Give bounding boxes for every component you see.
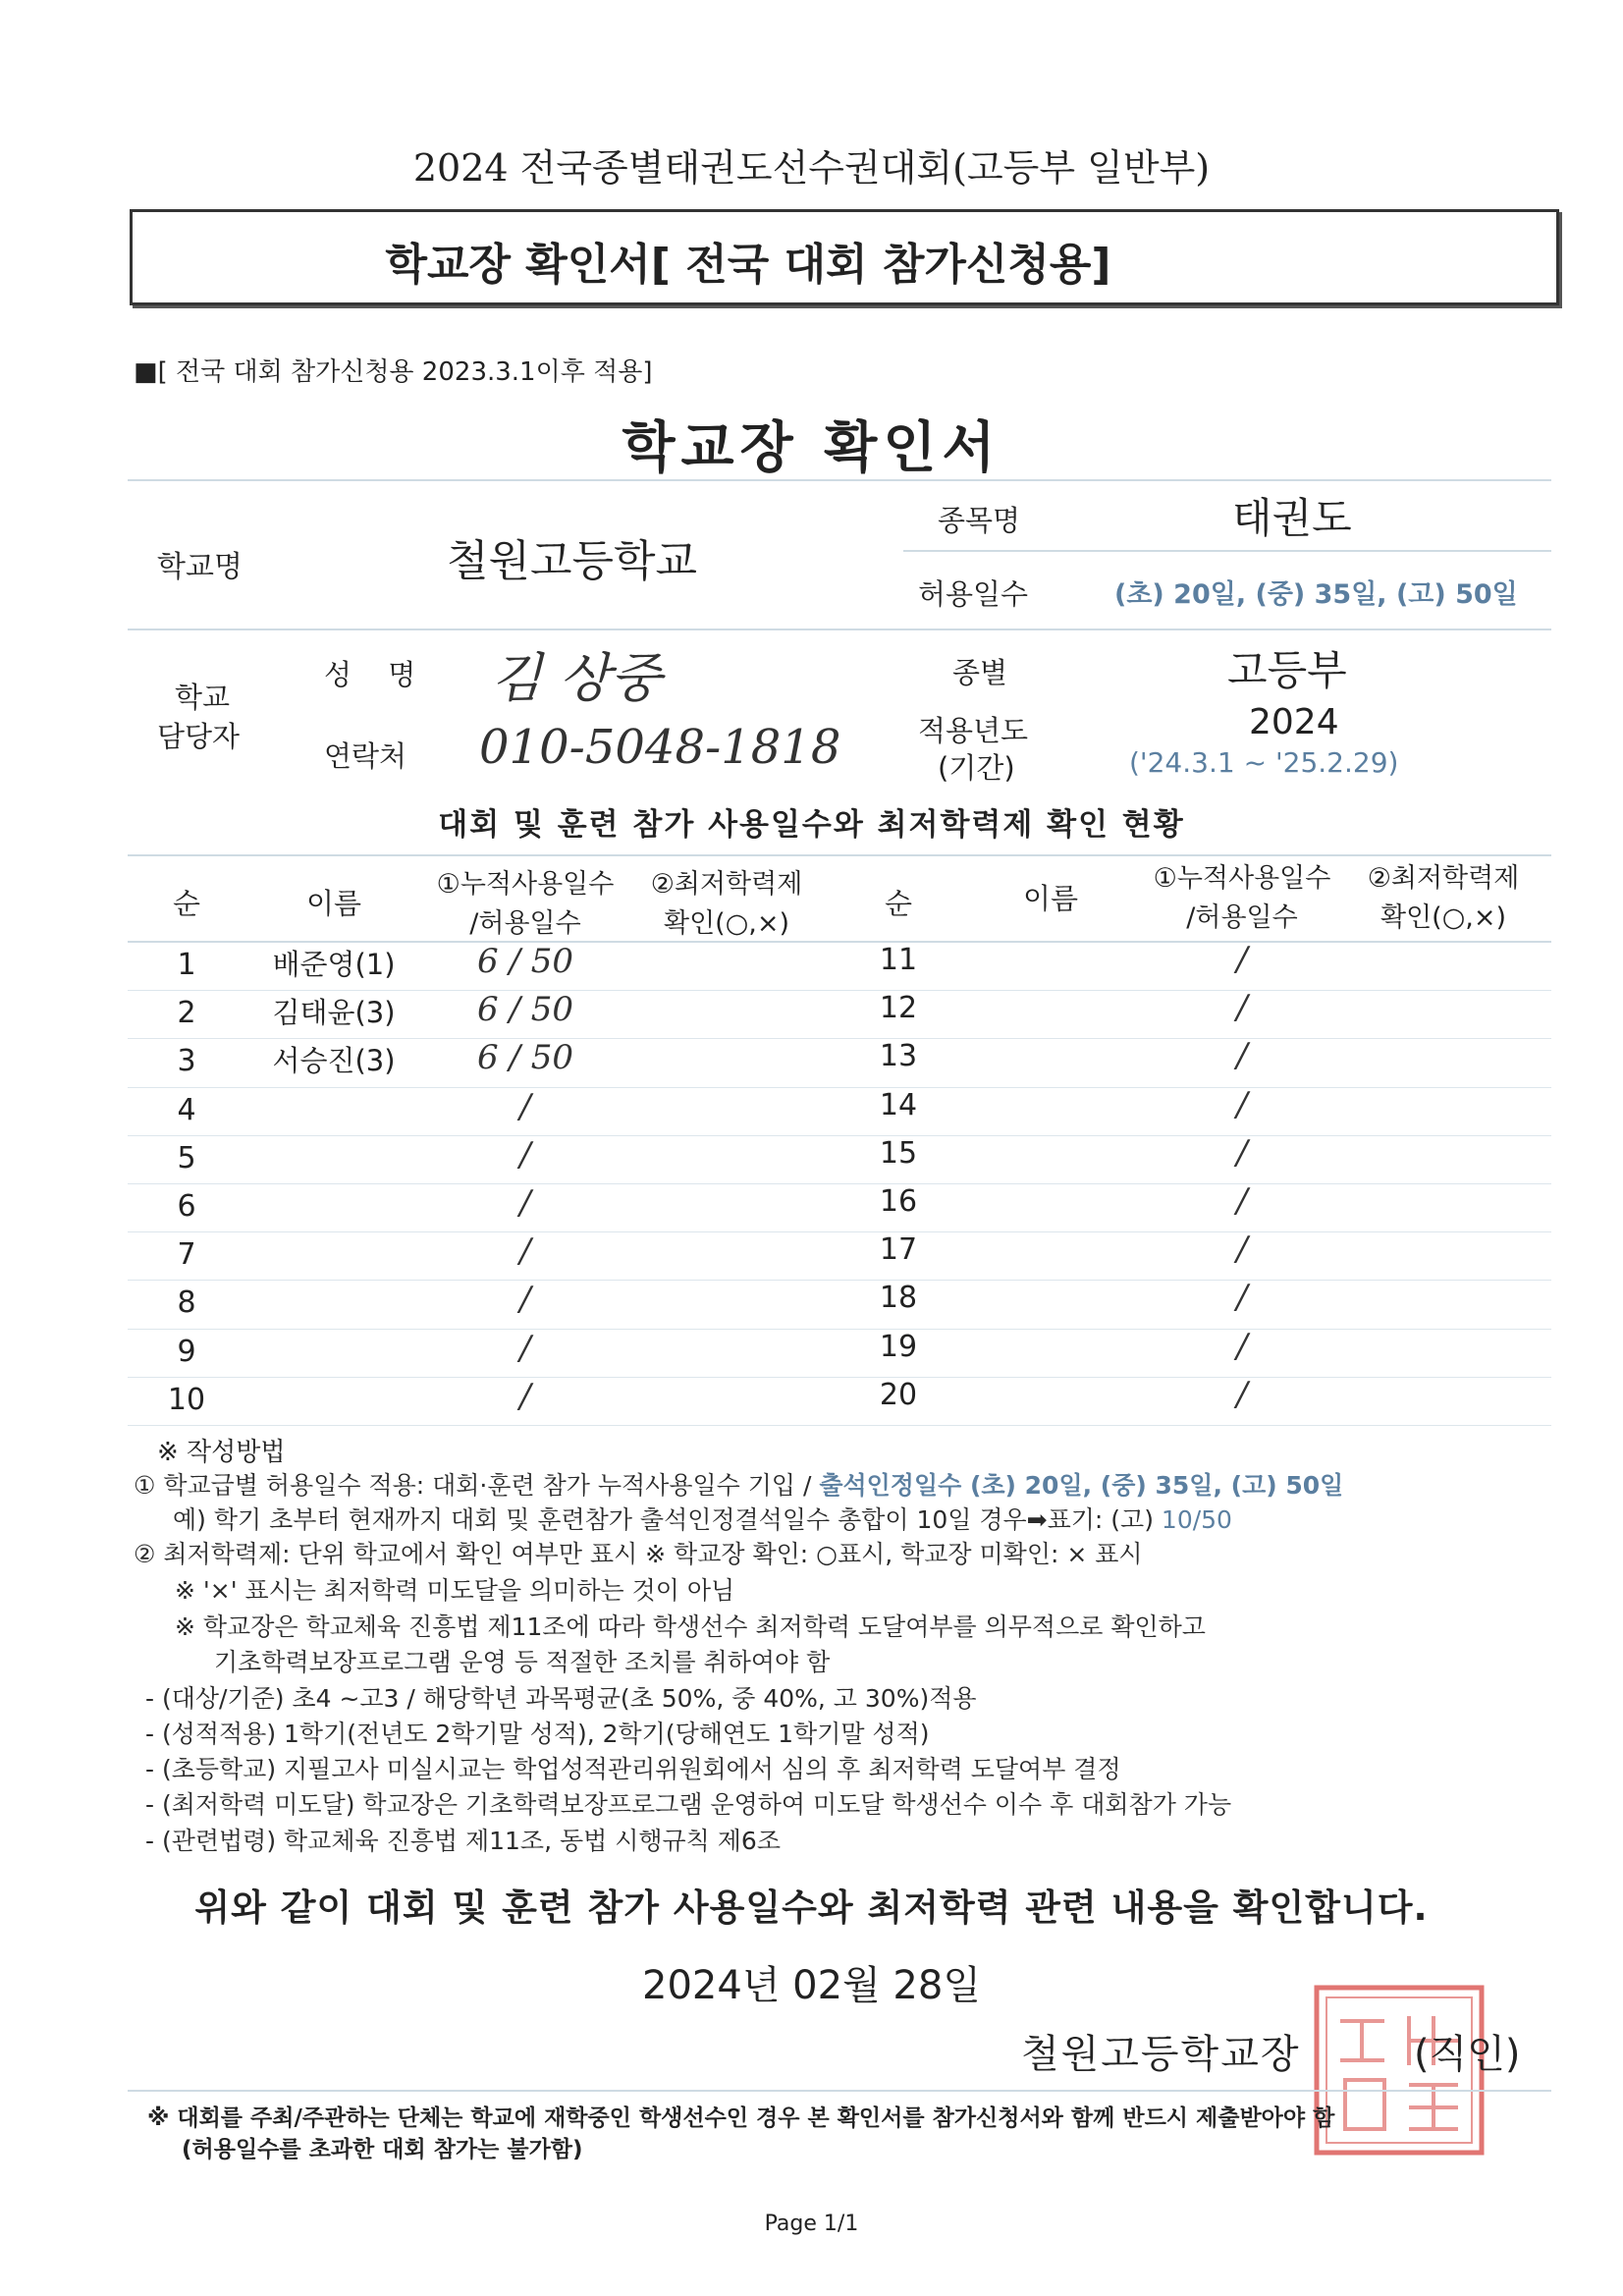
row-days: / [1236,1181,1248,1221]
contact-label: 연락처 [324,739,407,773]
row-days: / [519,1183,531,1223]
row-divider [128,1425,1551,1426]
col-grade-left-2: 확인(○,×) [664,908,789,939]
disclaimer-2: (허용일수를 초과한 대회 참가는 불가함) [182,2137,583,2162]
row-days: / [1236,940,1248,979]
seal-mark: (직인) [1414,2032,1521,2077]
year-period: ('24.3.1 ~ '25.2.29) [1129,746,1399,779]
year-value: 2024 [1249,702,1339,742]
row-no: 15 [879,1135,918,1171]
col-name-left: 이름 [305,887,362,920]
box-title: 학교장 확인서[ 전국 대회 참가신청용] [385,240,1111,290]
table-title: 대회 및 훈련 참가 사용일수와 최저학력제 확인 현황 [438,807,1185,843]
note-10: - (최저학력 미도달) 학교장은 기초학력보장프로그램 운영하여 미도달 학생선수 이수 후 대회참가 가능 [145,1790,1232,1819]
name-value: 김 상중 [491,647,662,709]
row-days: 6 / 50 [477,942,573,981]
issue-date: 2024년 02월 28일 [642,1963,981,2008]
row-no: 12 [879,991,918,1026]
col-grade-right-1: ②최저학력제 [1367,863,1520,894]
row-days: 6 / 50 [477,990,573,1030]
row-no: 9 [177,1334,196,1369]
row-days: 6 / 50 [477,1038,573,1078]
row-name: 김태윤(3) [272,996,396,1030]
col-no-left: 순 [172,887,200,920]
col-days-left-1: ①누적사용일수 [436,869,615,900]
note-2-blue: 10/50 [1161,1505,1232,1534]
row-no: 16 [879,1184,918,1219]
row-no: 17 [879,1232,918,1268]
row-days: / [1236,1326,1248,1366]
row-no: 14 [879,1087,918,1122]
row-days: / [1236,1230,1248,1270]
disclaimer-1: ※ 대회를 주최/주관하는 단체는 학교에 재학중인 학생선수인 경우 본 확인서를 참가신청서와 함께 반드시 제출받아야 함 [147,2105,1335,2131]
row-no: 11 [879,943,918,977]
note-4: ※ '×' 표시는 최저학력 미도달을 의미하는 것이 아님 [175,1576,735,1605]
row-days: / [519,1134,531,1175]
row-days: / [1236,1084,1248,1124]
contact-value: 010-5048-1818 [479,720,841,775]
col-days-left-2: /허용일수 [469,908,581,939]
row-no: 2 [177,996,196,1031]
category-label: 종별 [952,656,1008,689]
note-3: ② 최저학력제: 단위 학교에서 확인 여부만 표시 ※ 학교장 확인: ○표시, 학교장 미확인: × 표시 [134,1540,1143,1568]
row-days: / [1236,1132,1248,1173]
row-days: / [1236,1278,1248,1318]
row-no: 18 [879,1281,918,1316]
note-2 [173,1501,1232,1536]
usage-tag: ■[ 전국 대회 참가신청용 2023.3.1이후 적용] [134,357,653,387]
note-5: ※ 학교장은 학교체육 진흥법 제11조에 따라 학생선수 최저학력 도달여부를 의무적으로 확인하고 [175,1613,1206,1641]
row-no: 5 [177,1140,196,1175]
note-1-text: ① 학교급별 허용일수 적용: 대회·훈련 참가 누적사용일수 기입 / [134,1471,812,1500]
row-no: 19 [879,1329,918,1364]
school-value: 철원고등학교 [447,536,698,586]
row-no: 13 [879,1039,918,1074]
category-value: 고등부 [1227,646,1347,694]
note-11: - (관련법령) 학교체육 진흥법 제11조, 동법 시행규칙 제6조 [145,1827,781,1855]
page-number: Page 1/1 [764,2212,859,2236]
note-9: - (초등학교) 지필고사 미실시교는 학업성적관리위원회에서 심의 후 최저학력 도달여부 결정 [145,1755,1121,1783]
confirm-statement: 위와 같이 대회 및 훈련 참가 사용일수와 최저학력 관련 내용을 확인합니다. [194,1886,1429,1929]
note-7: - (대상/기준) 초4 ~고3 / 해당학년 과목평균(초 50%, 중 40%, 고 30%)적용 [145,1684,977,1713]
note-8: - (성적적용) 1학기(전년도 2학기말 성적), 2학기(당해연도 1학기말 성적) [145,1720,930,1748]
row-no: 6 [177,1189,196,1224]
name-label: 성 명 [324,658,416,691]
row-days: / [1236,988,1248,1028]
note-1 [134,1466,1343,1502]
form-title: 학교장 확인서 [622,416,1001,480]
allowed-value: (초) 20일, (중) 35일, (고) 50일 [1114,579,1518,610]
row-days: / [1236,1036,1248,1076]
col-days-right-1: ①누적사용일수 [1153,863,1331,894]
principal-name: 철원고등학교장 [1021,2032,1301,2077]
row-no: 7 [177,1237,196,1273]
col-no-right: 순 [884,887,912,920]
col-grade-left-1: ②최저학력제 [650,869,803,900]
notes-heading: ※ 작성방법 [157,1438,286,1467]
row-days: / [1236,1374,1248,1414]
col-name-right: 이름 [1022,882,1079,915]
row-days: / [519,1231,531,1272]
row-days: / [519,1280,531,1320]
row-name: 배준영(1) [272,948,396,981]
allowed-label: 허용일수 [918,577,1029,611]
row-no: 8 [177,1285,196,1321]
row-no: 3 [177,1044,196,1079]
school-label: 학교명 [157,550,243,584]
sport-label: 종목명 [938,504,1021,537]
event-title: 2024 전국종별태권도선수권대회(고등부 일반부) [412,146,1211,190]
year-label-1: 적용년도 [918,714,1029,747]
manager-label-2: 담당자 [157,720,241,753]
col-days-right-2: /허용일수 [1186,902,1298,933]
manager-label-1: 학교 [175,681,231,714]
row-days: / [519,1328,531,1368]
row-no: 10 [167,1382,206,1417]
row-days: / [519,1086,531,1126]
year-label-2: (기간) [938,751,1015,785]
row-no: 4 [177,1092,196,1127]
sport-value: 태권도 [1232,494,1352,542]
row-no: 1 [177,948,196,982]
row-name: 서승진(3) [272,1044,396,1078]
note-1-blue: 출석인정일수 (초) 20일, (중) 35일, (고) 50일 [819,1471,1344,1500]
note-6: 기초학력보장프로그램 운영 등 적절한 조치를 취하여야 함 [214,1648,831,1676]
row-no: 20 [879,1377,918,1412]
note-2-text: 예) 학기 초부터 현재까지 대회 및 훈련참가 출석인정결석일수 총합이 10일 경우➡표기: (고) [173,1505,1154,1534]
row-days: / [519,1376,531,1416]
col-grade-right-2: 확인(○,×) [1380,902,1506,933]
